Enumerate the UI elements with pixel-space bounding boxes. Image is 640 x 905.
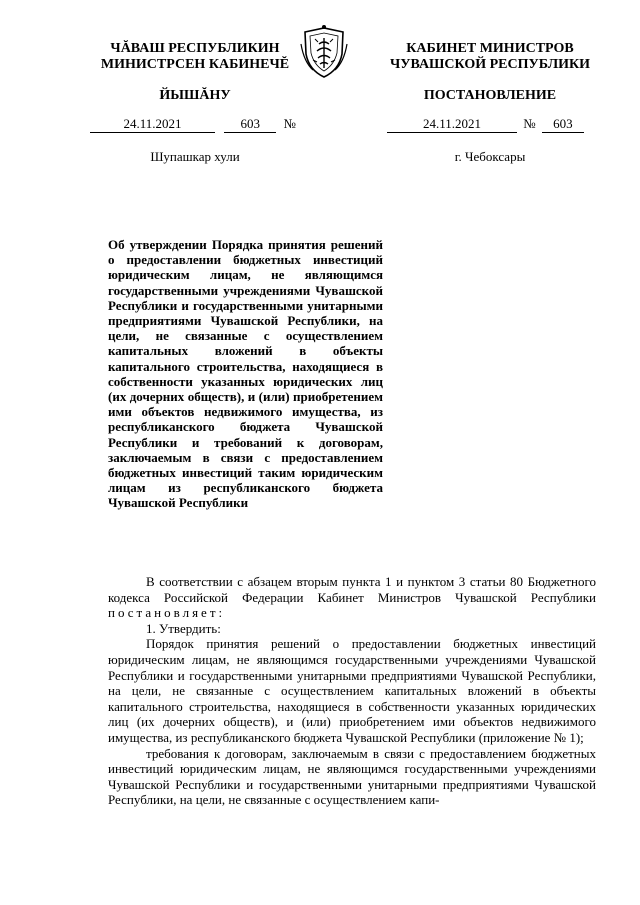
header-left-date: 24.11.2021 [90,116,215,133]
header-left-city: Шупашкар хули [150,149,240,164]
header-left-date-row [90,116,310,133]
body-paragraph-4: требования к договорам, заключаемым в связи с предоставлением бюджетных инвестиций юридическим лицам, не являющимся государственными учреждениями Чувашской Республики и государственными унитарными предприятиями Чувашской Республики, на цели, не связанные с осуществлением капи- [108,745,596,808]
header-left-num-sign: № [283,116,296,131]
header-left-line1: ЧĂВАШ РЕСПУБЛИКИН [110,41,280,56]
header-right-doctype: ПОСТАНОВЛЕНИЕ [423,88,557,103]
header-right-line1: КАБИНЕТ МИНИСТРОВ [406,41,574,56]
body-decree-word: постановляет [108,605,219,621]
header-right-num-sign: № [523,116,536,131]
chuvash-emblem-icon [299,24,349,80]
document-body [108,574,596,808]
body-paragraph-2: 1. Утвердить: [146,620,221,636]
header-left-doctype: ЙЫШĂНУ [159,88,231,103]
header-right-city: г. Чебоксары [454,149,526,164]
header-left-line2: МИНИСТРСЕН КАБИНЕЧĔ [100,57,290,72]
body-paragraph-1: В соответствии с абзацем вторым пункта 1 и пунктом 3 статьи 80 Бюджетного кодекса Российской Федерации Кабинет Министров Чувашской Республики постановляет: [108,574,596,621]
header-right-date-row [387,116,602,133]
body-paragraph-3: Порядок принятия решений о предоставлении бюджетных инвестиций юридическим лицам, не являющимся государственными учреждениями Чувашской Республики и государственными унитарными предприятиями Чувашской Республики, на цели, не связанные с осуществлением капитальных вложений в объекты капитального строительства, находящиеся в собственности указанных юридических лиц (их дочерних обществ), и (или) приобретением ими объектов недвижимого имущества, из республиканского бюджета Чувашской Республики (приложение № 1); [108,636,596,745]
header-right-date: 24.11.2021 [387,116,517,133]
header-right-line2: ЧУВАШСКОЙ РЕСПУБЛИКИ [389,57,591,72]
header-left-number: 603 [224,116,276,133]
header-right-org [385,41,595,73]
header-right-number: 603 [542,116,584,133]
header-left-org [80,41,310,73]
document-title: Об утверждении Порядка принятия решений о предоставлении бюджетных инвестиций юридическим лицам, не являющимся государственными учреждениями Чувашской Республики и государственными унитарными предприятиями Чувашской Республики, на цели, не связанные с осуществлением капитальных вложений в объекты капитального строительства, находящиеся в собственности указанных юридических лиц (их дочерних обществ), и (или) приобретением ими объектов недвижимого имущества, из республиканского бюджета Чувашской Республики и требований к договорам, заключаемым в связи с предоставлением бюджетных инвестиций таким юридическим лицам из республиканского бюджета Чувашской Республики [108,237,383,511]
